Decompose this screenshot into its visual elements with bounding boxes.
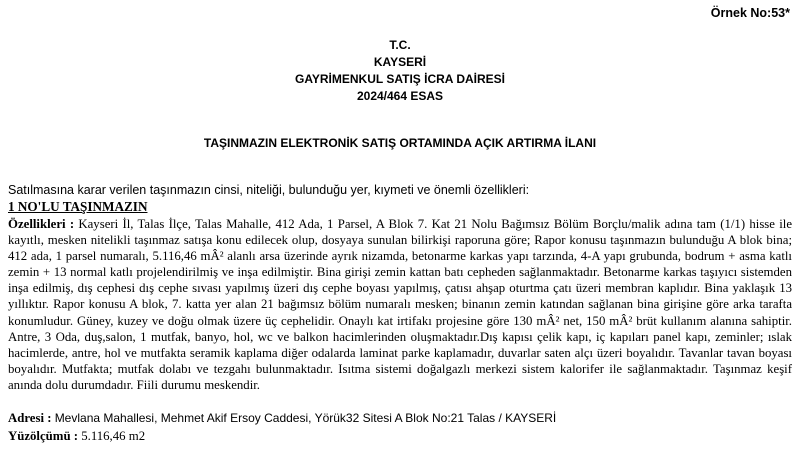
notice-title: TAŞINMAZIN ELEKTRONİK SATIŞ ORTAMINDA AÇIK ARTIRMA İLANI [203, 136, 597, 150]
document-header [0, 37, 800, 105]
item-heading: 1 NO'LU TAŞINMAZIN [8, 199, 148, 214]
header-office: GAYRİMENKUL SATIŞ İCRA DAİRESİ [294, 72, 506, 86]
features-paragraph [8, 216, 792, 393]
area-value: 5.116,46 m2 [81, 429, 146, 443]
header-republic: T.C. [389, 38, 411, 52]
area-label: Yüzölçümü : [8, 429, 79, 443]
header-case-number: 2024/464 ESAS [356, 89, 444, 103]
header-city: KAYSERİ [373, 55, 427, 69]
area-line [8, 428, 792, 444]
address-label: Adresi : [8, 411, 52, 425]
sample-number: Örnek No:53* [710, 6, 790, 20]
intro-text: Satılmasına karar verilen taşınmazın cinsi, niteliği, bulunduğu yer, kıymeti ve önemli özellikleri: [8, 183, 530, 197]
features-text: Kayseri İl, Talas İlçe, Talas Mahalle, 412 Ada, 1 Parsel, A Blok 7. Kat 21 Nolu Bağımsız Bölüm Borçlu/malik adına tam (1/1) hisse ile kayıtlı, mesken nitelikli taşınmaz satışa konu edilecek olup, dosyaya sunulan bilirkişi raporuna göre; Rapor konusu taşınmazın bulunduğu A blok bina; 412 ada, 1 parsel numaralı, 5.116,46 mÂ² alanlı arsa üzerinde ayrık nizamda, betonarme karkas yapı tarzında, 4-A yapı grubunda, bodrum + asma katlı zemin + 13 normal katlı projelendirilmiş ve inşa edilmiştir. Bina girişi zemin kattan batı cepheden sağlanmaktadır. Betonarme karkas taşıyıcı sistemden inşa edilmiş, dış cephesi dış cephe sıvası yapılmış üzeri dış cephe boyası yapılmış, çatısı ahşap oturtma çatı üzeri membran kaplıdır. Bina yaklaşık 13 yıllıktır. Rapor konusu A blok, 7. katta yer alan 21 bağımsız bölüm numaralı mesken; binanın zemin katından sağlanan bina girişine göre arka tarafta konumludur. Güney, kuzey ve doğu olmak üzere üç cephelidir. Onaylı kat irtifakı projesine göre 130 mÂ² net, 150 mÂ² brüt kullanım alanına sahiptir. Antre, 3 Oda, duş,salon, 1 mutfak, banyo, hol, wc ve balkon hacimlerinden oluşmaktadır.Dış kapısı çelik kapı, iç kapıları panel kapı, zeminler; ıslak hacimlerde, antre, hol ve mutfakta seramik kaplama diğer odalarda laminat parke kaplamadır, duvarlar saten alçı üzeri boyalıdır. Tavanlar tavan boyası boyalıdır. Mutfakta; mutfak dolabı ve tezgahı bulunmaktadır. Isıtma sistemi doğalgazlı merkezi sistem kalorifer ile sağlanmaktadır. Taşınmaz keşif anında dolu durumdadır. Fiili durumu meskendir. [8, 217, 793, 392]
address-line [8, 410, 792, 426]
address-value: Mevlana Mahallesi, Mehmet Akif Ersoy Caddesi, Yörük32 Sitesi A Blok No:21 Talas / KAYSERİ [54, 411, 557, 425]
features-label: Özellikleri : [8, 217, 75, 231]
